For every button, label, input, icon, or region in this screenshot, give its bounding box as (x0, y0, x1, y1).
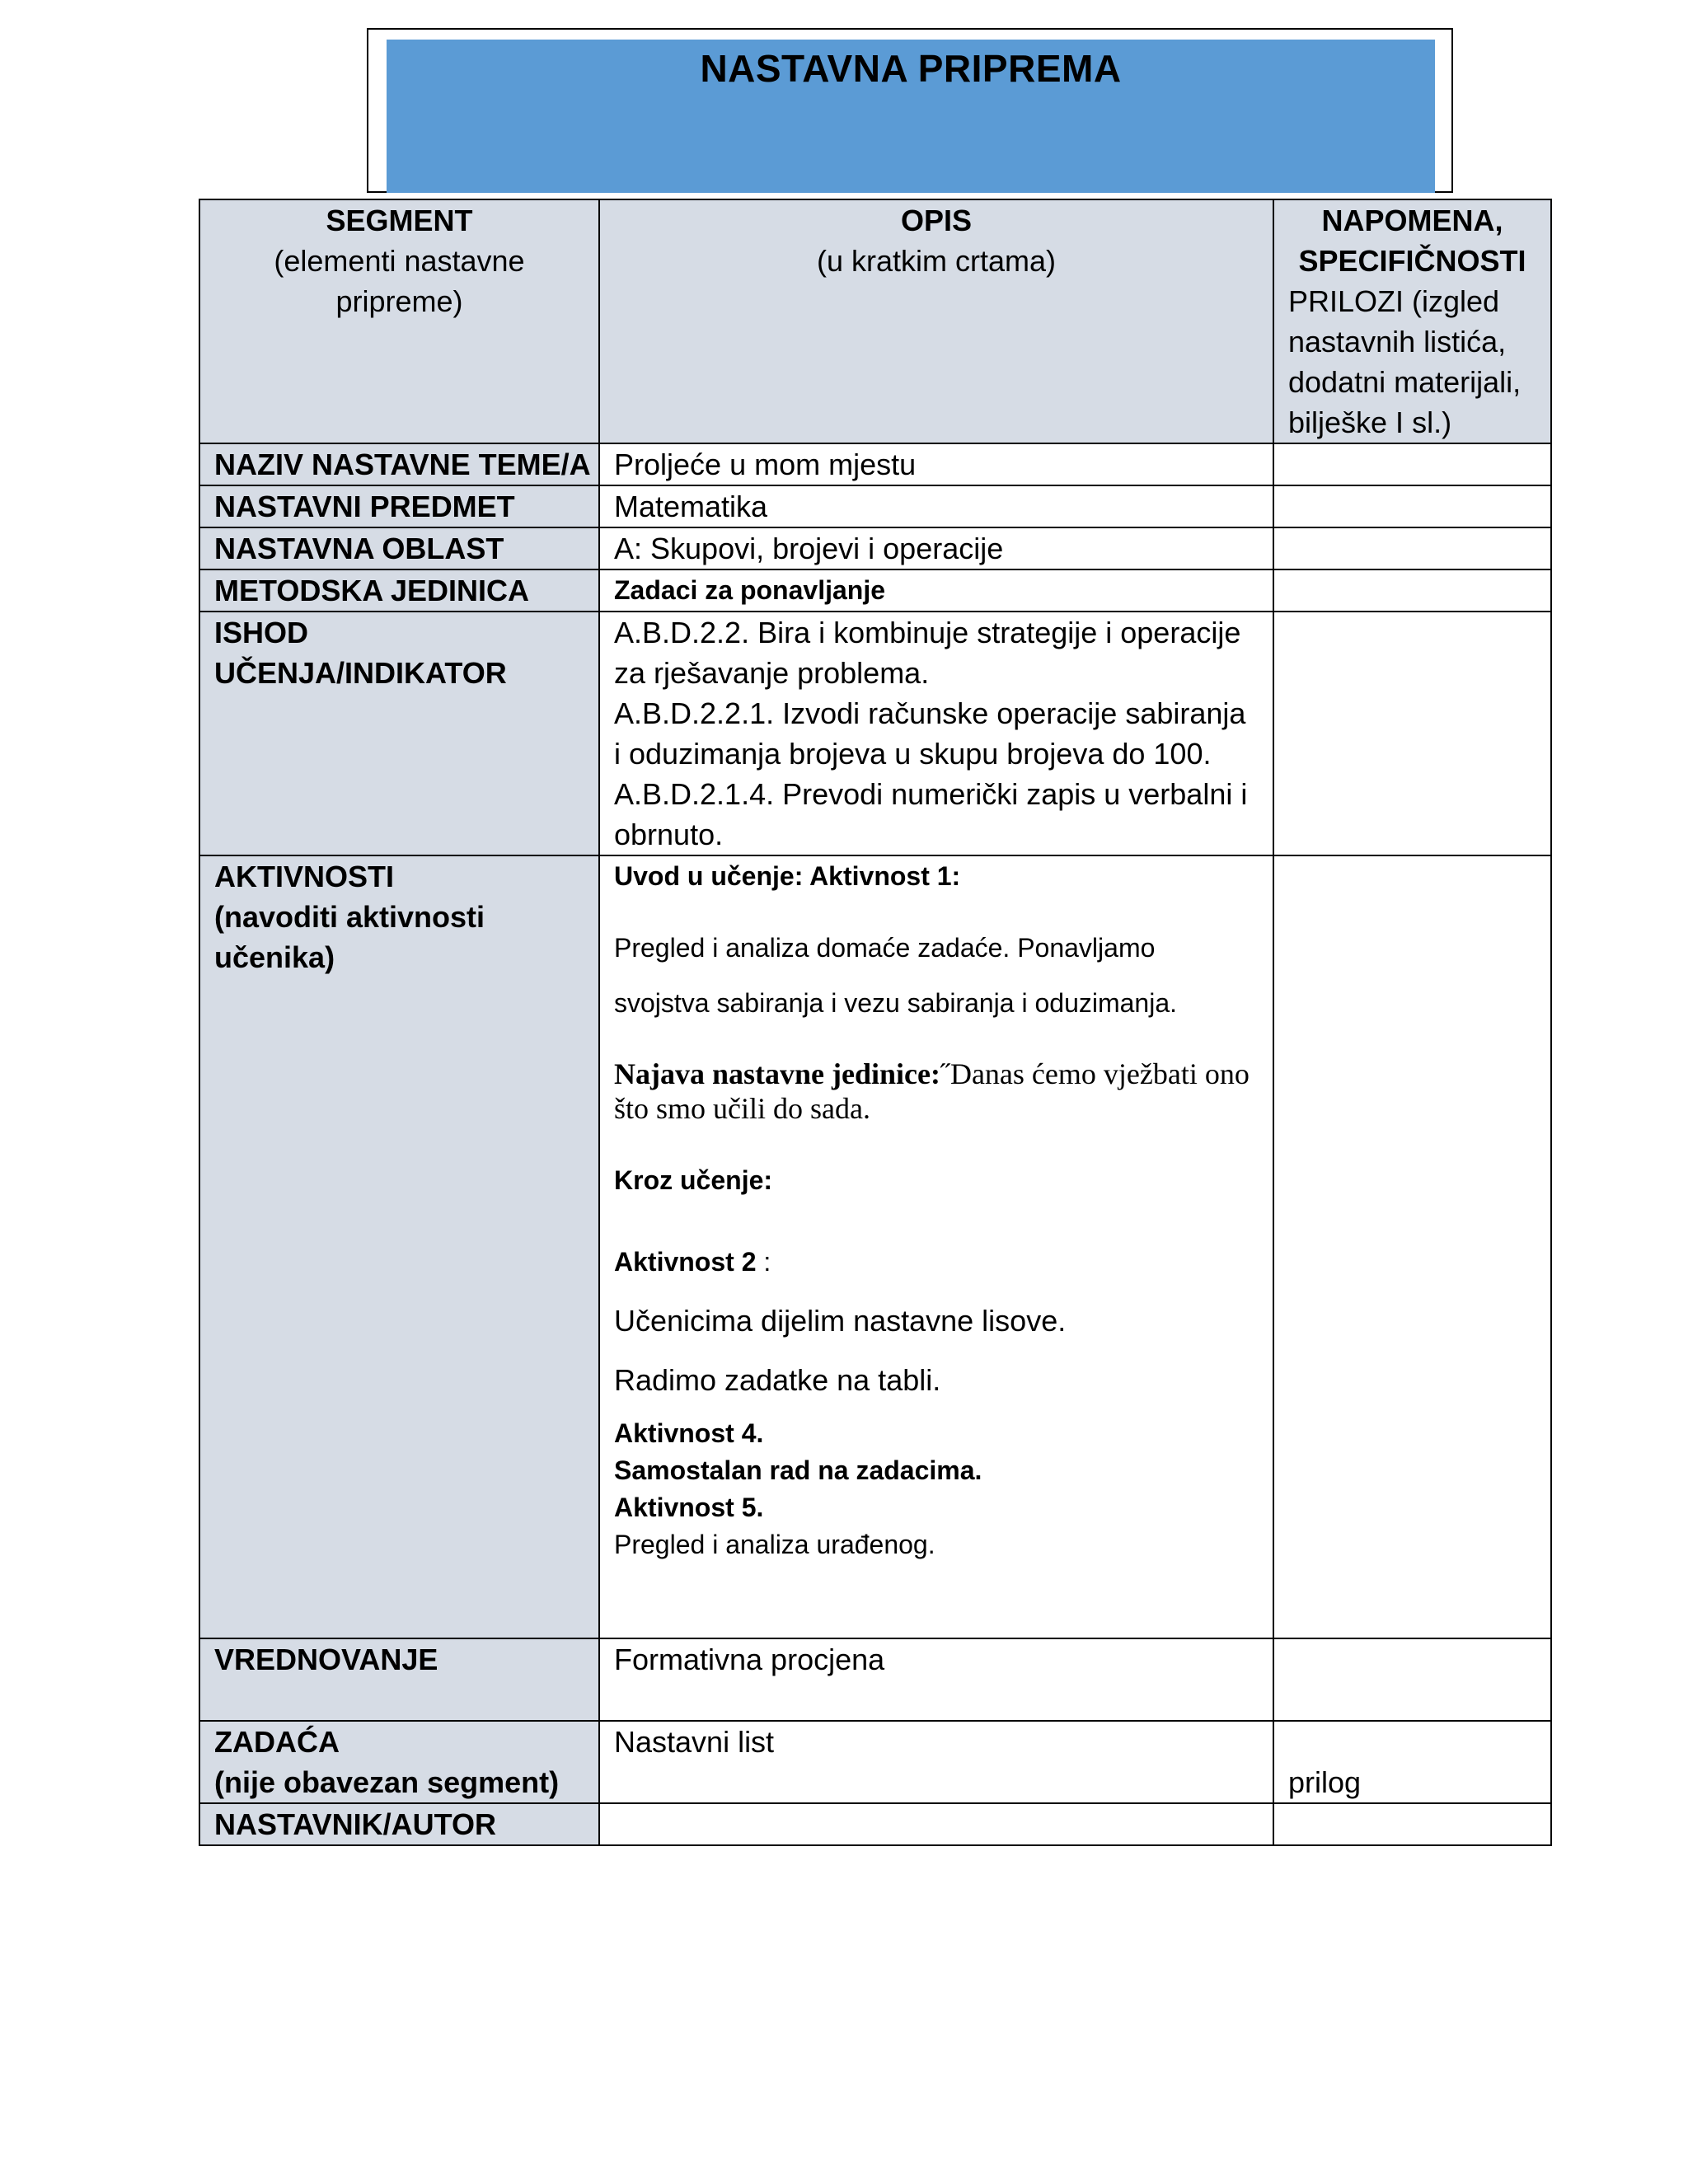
header-napomena: NAPOMENA, (1321, 204, 1503, 237)
value-tema: Proljeće u mom mjestu (599, 443, 1273, 485)
ishod-item: A.B.D.2.2. Bira i kombinuje strategije i operacije za rješavanje problema. (614, 616, 1241, 690)
value-vrednovanje: Formativna procjena (599, 1638, 1273, 1721)
akt5-text: Pregled i analiza urađenog. (614, 1530, 935, 1559)
kroz-heading: Kroz učenje: (614, 1165, 773, 1195)
header-segment-sub: (elementi nastavne pripreme) (274, 244, 525, 318)
label-aktivnosti-line1: AKTIVNOSTI (214, 860, 395, 893)
ishod-item: A.B.D.2.1.4. Prevodi numerički zapis u verbalni i obrnuto. (614, 777, 1248, 851)
title-frame (367, 28, 1453, 193)
header-specificnosti: SPECIFIČNOSTI (1298, 244, 1526, 278)
header-segment-cell (199, 199, 599, 443)
value-nastavnik (599, 1803, 1273, 1845)
label-ishod-cell (199, 612, 599, 855)
note-vrednovanje (1273, 1638, 1551, 1721)
value-jedinica: Zadaci za ponavljanje (599, 569, 1273, 612)
row-aktivnosti (199, 855, 1551, 1638)
label-zadaca-line1: ZADAĆA (214, 1725, 340, 1759)
akt2-colon: : (756, 1247, 771, 1277)
row-vrednovanje (199, 1638, 1551, 1721)
note-zadaca: prilog (1273, 1721, 1551, 1803)
label-ishod-line2: UČENJA/INDIKATOR (214, 656, 507, 690)
akt2-label: Aktivnost 2 (614, 1247, 757, 1277)
value-zadaca: Nastavni list (599, 1721, 1273, 1803)
uvod-text-2: svojstva sabiranja i vezu sabiranja i oduzimanja. (614, 988, 1178, 1018)
label-predmet: NASTAVNI PREDMET (199, 485, 599, 527)
header-napomena-cell (1273, 199, 1551, 443)
label-ishod-line1: ISHOD (214, 616, 309, 649)
header-opis-sub: (u kratkim crtama) (816, 244, 1057, 278)
note-ishod (1273, 612, 1551, 855)
header-prilozi: PRILOZI (izgled nastavnih listića, dodatni materijali, bilješke I sl.) (1288, 284, 1522, 439)
value-oblast: A: Skupovi, brojevi i operacije (599, 527, 1273, 569)
ishod-item: A.B.D.2.2.1. Izvodi računske operacije sabiranja i oduzimanja brojeva u skupu brojeva do 100. (614, 696, 1246, 771)
value-predmet: Matematika (599, 485, 1273, 527)
row-tema (199, 443, 1551, 485)
label-jedinica: METODSKA JEDINICA (199, 569, 599, 612)
label-aktivnosti-line2: (navoditi aktivnosti učenika) (214, 900, 485, 974)
header-opis-cell (599, 199, 1273, 443)
label-vrednovanje: VREDNOVANJE (199, 1638, 599, 1721)
note-jedinica (1273, 569, 1551, 612)
akt2-line (614, 1242, 1259, 1282)
header-opis: OPIS (900, 204, 973, 237)
row-nastavnik (199, 1803, 1551, 1845)
note-tema (1273, 443, 1551, 485)
label-oblast: NASTAVNA OBLAST (199, 527, 599, 569)
label-nastavnik: NASTAVNIK/AUTOR (199, 1803, 599, 1845)
najava-label: Najava nastavne jedinice: (614, 1057, 940, 1090)
value-ishod-cell (599, 612, 1273, 855)
note-oblast (1273, 527, 1551, 569)
value-aktivnosti-cell (599, 855, 1273, 1638)
row-predmet (199, 485, 1551, 527)
akt2-text-1: Učenicima dijelim nastavne lisove. (614, 1304, 1067, 1338)
lesson-plan-table (199, 199, 1552, 1846)
row-ishod (199, 612, 1551, 855)
label-zadaca-line2: (nije obavezan segment) (214, 1765, 560, 1799)
najava-block (614, 1057, 1259, 1126)
label-tema: NAZIV NASTAVNE TEME/A (199, 443, 599, 485)
page-title: NASTAVNA PRIPREMA (700, 47, 1122, 90)
row-oblast (199, 527, 1551, 569)
uvod-text-1: Pregled i analiza domaće zadaće. Ponavljamo (614, 933, 1156, 963)
akt5-label: Aktivnost 5. (614, 1493, 764, 1522)
label-zadaca-cell (199, 1721, 599, 1803)
note-nastavnik (1273, 1803, 1551, 1845)
header-segment: SEGMENT (326, 204, 473, 237)
row-zadaca (199, 1721, 1551, 1803)
najava-text: ˝Danas ćemo vježbati ono što smo učili do sada. (614, 1057, 1250, 1125)
title-banner (387, 40, 1435, 193)
akt4-text: Samostalan rad na zadacima. (614, 1455, 982, 1485)
akt2-text-2: Radimo zadatke na tabli. (614, 1363, 941, 1397)
note-aktivnosti (1273, 855, 1551, 1638)
row-jedinica (199, 569, 1551, 612)
note-predmet (1273, 485, 1551, 527)
uvod-heading: Uvod u učenje: Aktivnost 1: (614, 861, 961, 891)
akt4-label: Aktivnost 4. (614, 1418, 764, 1448)
header-row (199, 199, 1551, 443)
label-aktivnosti-cell (199, 855, 599, 1638)
